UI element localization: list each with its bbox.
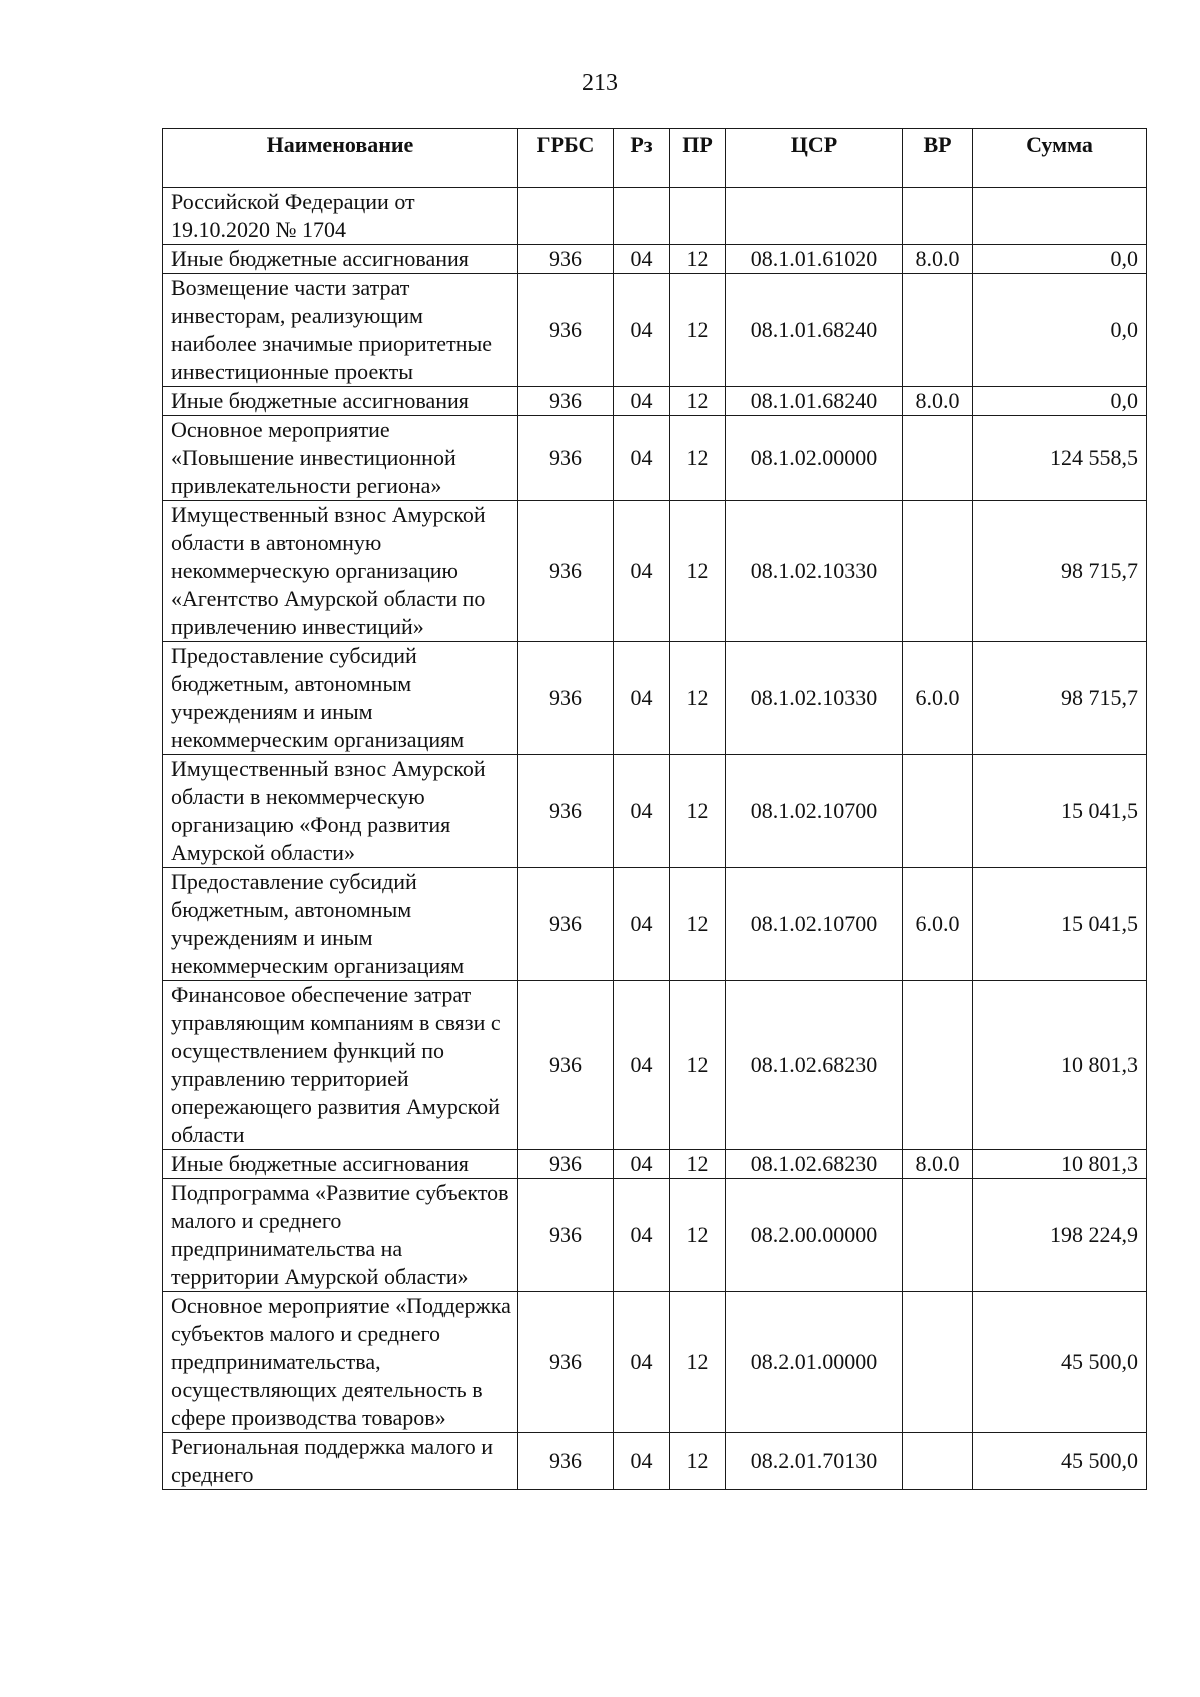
cell-sum: 124 558,5 [973, 416, 1147, 501]
cell-name: Предоставление субсидий бюджетным, автономным учреждениям и иным некоммерческим организациям [163, 868, 518, 981]
header-row [163, 129, 1147, 188]
cell-vr [903, 501, 973, 642]
cell-name: Иные бюджетные ассигнования [163, 245, 518, 274]
cell-csr: 08.2.00.00000 [726, 1179, 903, 1292]
cell-grbs: 936 [518, 416, 614, 501]
cell-sum: 10 801,3 [973, 1150, 1147, 1179]
cell-sum: 10 801,3 [973, 981, 1147, 1150]
cell-sum: 98 715,7 [973, 501, 1147, 642]
cell-csr: 08.2.01.70130 [726, 1433, 903, 1490]
table-row [163, 868, 1147, 981]
cell-grbs: 936 [518, 387, 614, 416]
table-row [163, 981, 1147, 1150]
cell-pr: 12 [670, 1433, 726, 1490]
cell-rz: 04 [614, 1150, 670, 1179]
cell-vr: 6.0.0 [903, 868, 973, 981]
cell-rz: 04 [614, 642, 670, 755]
cell-name: Финансовое обеспечение затрат управляющим компаниям в связи с осуществлением функций по управлению территорией опережающего развития Амурской области [163, 981, 518, 1150]
cell-rz: 04 [614, 274, 670, 387]
cell-vr [903, 188, 973, 245]
cell-pr: 12 [670, 387, 726, 416]
cell-sum [973, 188, 1147, 245]
cell-pr: 12 [670, 981, 726, 1150]
cell-name: Региональная поддержка малого и среднего [163, 1433, 518, 1490]
cell-pr: 12 [670, 1179, 726, 1292]
cell-sum: 45 500,0 [973, 1292, 1147, 1433]
table-row [163, 642, 1147, 755]
cell-sum: 45 500,0 [973, 1433, 1147, 1490]
table-row [163, 188, 1147, 245]
cell-csr: 08.1.01.61020 [726, 245, 903, 274]
cell-pr: 12 [670, 1292, 726, 1433]
cell-csr: 08.2.01.00000 [726, 1292, 903, 1433]
table-row [163, 245, 1147, 274]
header-sum: Сумма [973, 129, 1147, 188]
cell-vr [903, 274, 973, 387]
table-row [163, 1433, 1147, 1490]
header-name: Наименование [163, 129, 518, 188]
cell-sum: 0,0 [973, 274, 1147, 387]
cell-name: Имущественный взнос Амурской области в некоммерческую организацию «Фонд развития Амурской области» [163, 755, 518, 868]
cell-rz: 04 [614, 416, 670, 501]
cell-pr: 12 [670, 1150, 726, 1179]
cell-pr [670, 188, 726, 245]
table-row [163, 274, 1147, 387]
cell-sum: 198 224,9 [973, 1179, 1147, 1292]
cell-csr: 08.1.01.68240 [726, 274, 903, 387]
cell-name: Иные бюджетные ассигнования [163, 1150, 518, 1179]
cell-rz [614, 188, 670, 245]
cell-name: Подпрограмма «Развитие субъектов малого и среднего предпринимательства на территории Амурской области» [163, 1179, 518, 1292]
table-row [163, 1292, 1147, 1433]
cell-pr: 12 [670, 755, 726, 868]
cell-sum: 0,0 [973, 387, 1147, 416]
cell-csr: 08.1.01.68240 [726, 387, 903, 416]
cell-grbs: 936 [518, 642, 614, 755]
header-pr: ПР [670, 129, 726, 188]
cell-pr: 12 [670, 274, 726, 387]
cell-vr: 6.0.0 [903, 642, 973, 755]
cell-grbs [518, 188, 614, 245]
cell-vr [903, 981, 973, 1150]
table-row [163, 501, 1147, 642]
header-grbs: ГРБС [518, 129, 614, 188]
cell-rz: 04 [614, 245, 670, 274]
cell-name: Имущественный взнос Амурской области в автономную некоммерческую организацию «Агентство Амурской области по привлечению инвестиций» [163, 501, 518, 642]
cell-grbs: 936 [518, 1292, 614, 1433]
cell-vr [903, 755, 973, 868]
cell-grbs: 936 [518, 1433, 614, 1490]
cell-csr: 08.1.02.10330 [726, 642, 903, 755]
cell-rz: 04 [614, 868, 670, 981]
table-row [163, 387, 1147, 416]
cell-rz: 04 [614, 501, 670, 642]
cell-grbs: 936 [518, 274, 614, 387]
cell-grbs: 936 [518, 1150, 614, 1179]
cell-rz: 04 [614, 755, 670, 868]
cell-sum: 98 715,7 [973, 642, 1147, 755]
cell-grbs: 936 [518, 868, 614, 981]
cell-grbs: 936 [518, 981, 614, 1150]
cell-pr: 12 [670, 868, 726, 981]
cell-pr: 12 [670, 501, 726, 642]
cell-sum: 15 041,5 [973, 868, 1147, 981]
cell-csr: 08.1.02.68230 [726, 981, 903, 1150]
cell-vr: 8.0.0 [903, 387, 973, 416]
cell-vr [903, 416, 973, 501]
cell-csr: 08.1.02.10700 [726, 868, 903, 981]
cell-grbs: 936 [518, 755, 614, 868]
cell-sum: 15 041,5 [973, 755, 1147, 868]
cell-pr: 12 [670, 245, 726, 274]
cell-rz: 04 [614, 387, 670, 416]
cell-name: Основное мероприятие «Повышение инвестиционной привлекательности региона» [163, 416, 518, 501]
cell-csr: 08.1.02.10700 [726, 755, 903, 868]
cell-name: Возмещение части затрат инвесторам, реализующим наиболее значимые приоритетные инвестиционные проекты [163, 274, 518, 387]
table-row [163, 416, 1147, 501]
table-row [163, 1179, 1147, 1292]
cell-vr [903, 1292, 973, 1433]
cell-vr: 8.0.0 [903, 245, 973, 274]
cell-csr [726, 188, 903, 245]
cell-rz: 04 [614, 1292, 670, 1433]
page-number: 213 [582, 70, 618, 96]
cell-pr: 12 [670, 416, 726, 501]
cell-rz: 04 [614, 1179, 670, 1292]
cell-name: Основное мероприятие «Поддержка субъектов малого и среднего предпринимательства, осуществляющих деятельность в сфере производства товаров» [163, 1292, 518, 1433]
header-csr: ЦСР [726, 129, 903, 188]
cell-csr: 08.1.02.68230 [726, 1150, 903, 1179]
budget-table [162, 128, 1147, 1490]
cell-grbs: 936 [518, 501, 614, 642]
cell-vr: 8.0.0 [903, 1150, 973, 1179]
cell-vr [903, 1433, 973, 1490]
cell-pr: 12 [670, 642, 726, 755]
cell-rz: 04 [614, 1433, 670, 1490]
cell-csr: 08.1.02.10330 [726, 501, 903, 642]
header-rz: Рз [614, 129, 670, 188]
table-row [163, 1150, 1147, 1179]
cell-csr: 08.1.02.00000 [726, 416, 903, 501]
table-row [163, 755, 1147, 868]
cell-name: Российской Федерации от 19.10.2020 № 1704 [163, 188, 518, 245]
cell-grbs: 936 [518, 1179, 614, 1292]
cell-name: Предоставление субсидий бюджетным, автономным учреждениям и иным некоммерческим организациям [163, 642, 518, 755]
cell-rz: 04 [614, 981, 670, 1150]
cell-name: Иные бюджетные ассигнования [163, 387, 518, 416]
cell-sum: 0,0 [973, 245, 1147, 274]
cell-vr [903, 1179, 973, 1292]
header-vr: ВР [903, 129, 973, 188]
cell-grbs: 936 [518, 245, 614, 274]
